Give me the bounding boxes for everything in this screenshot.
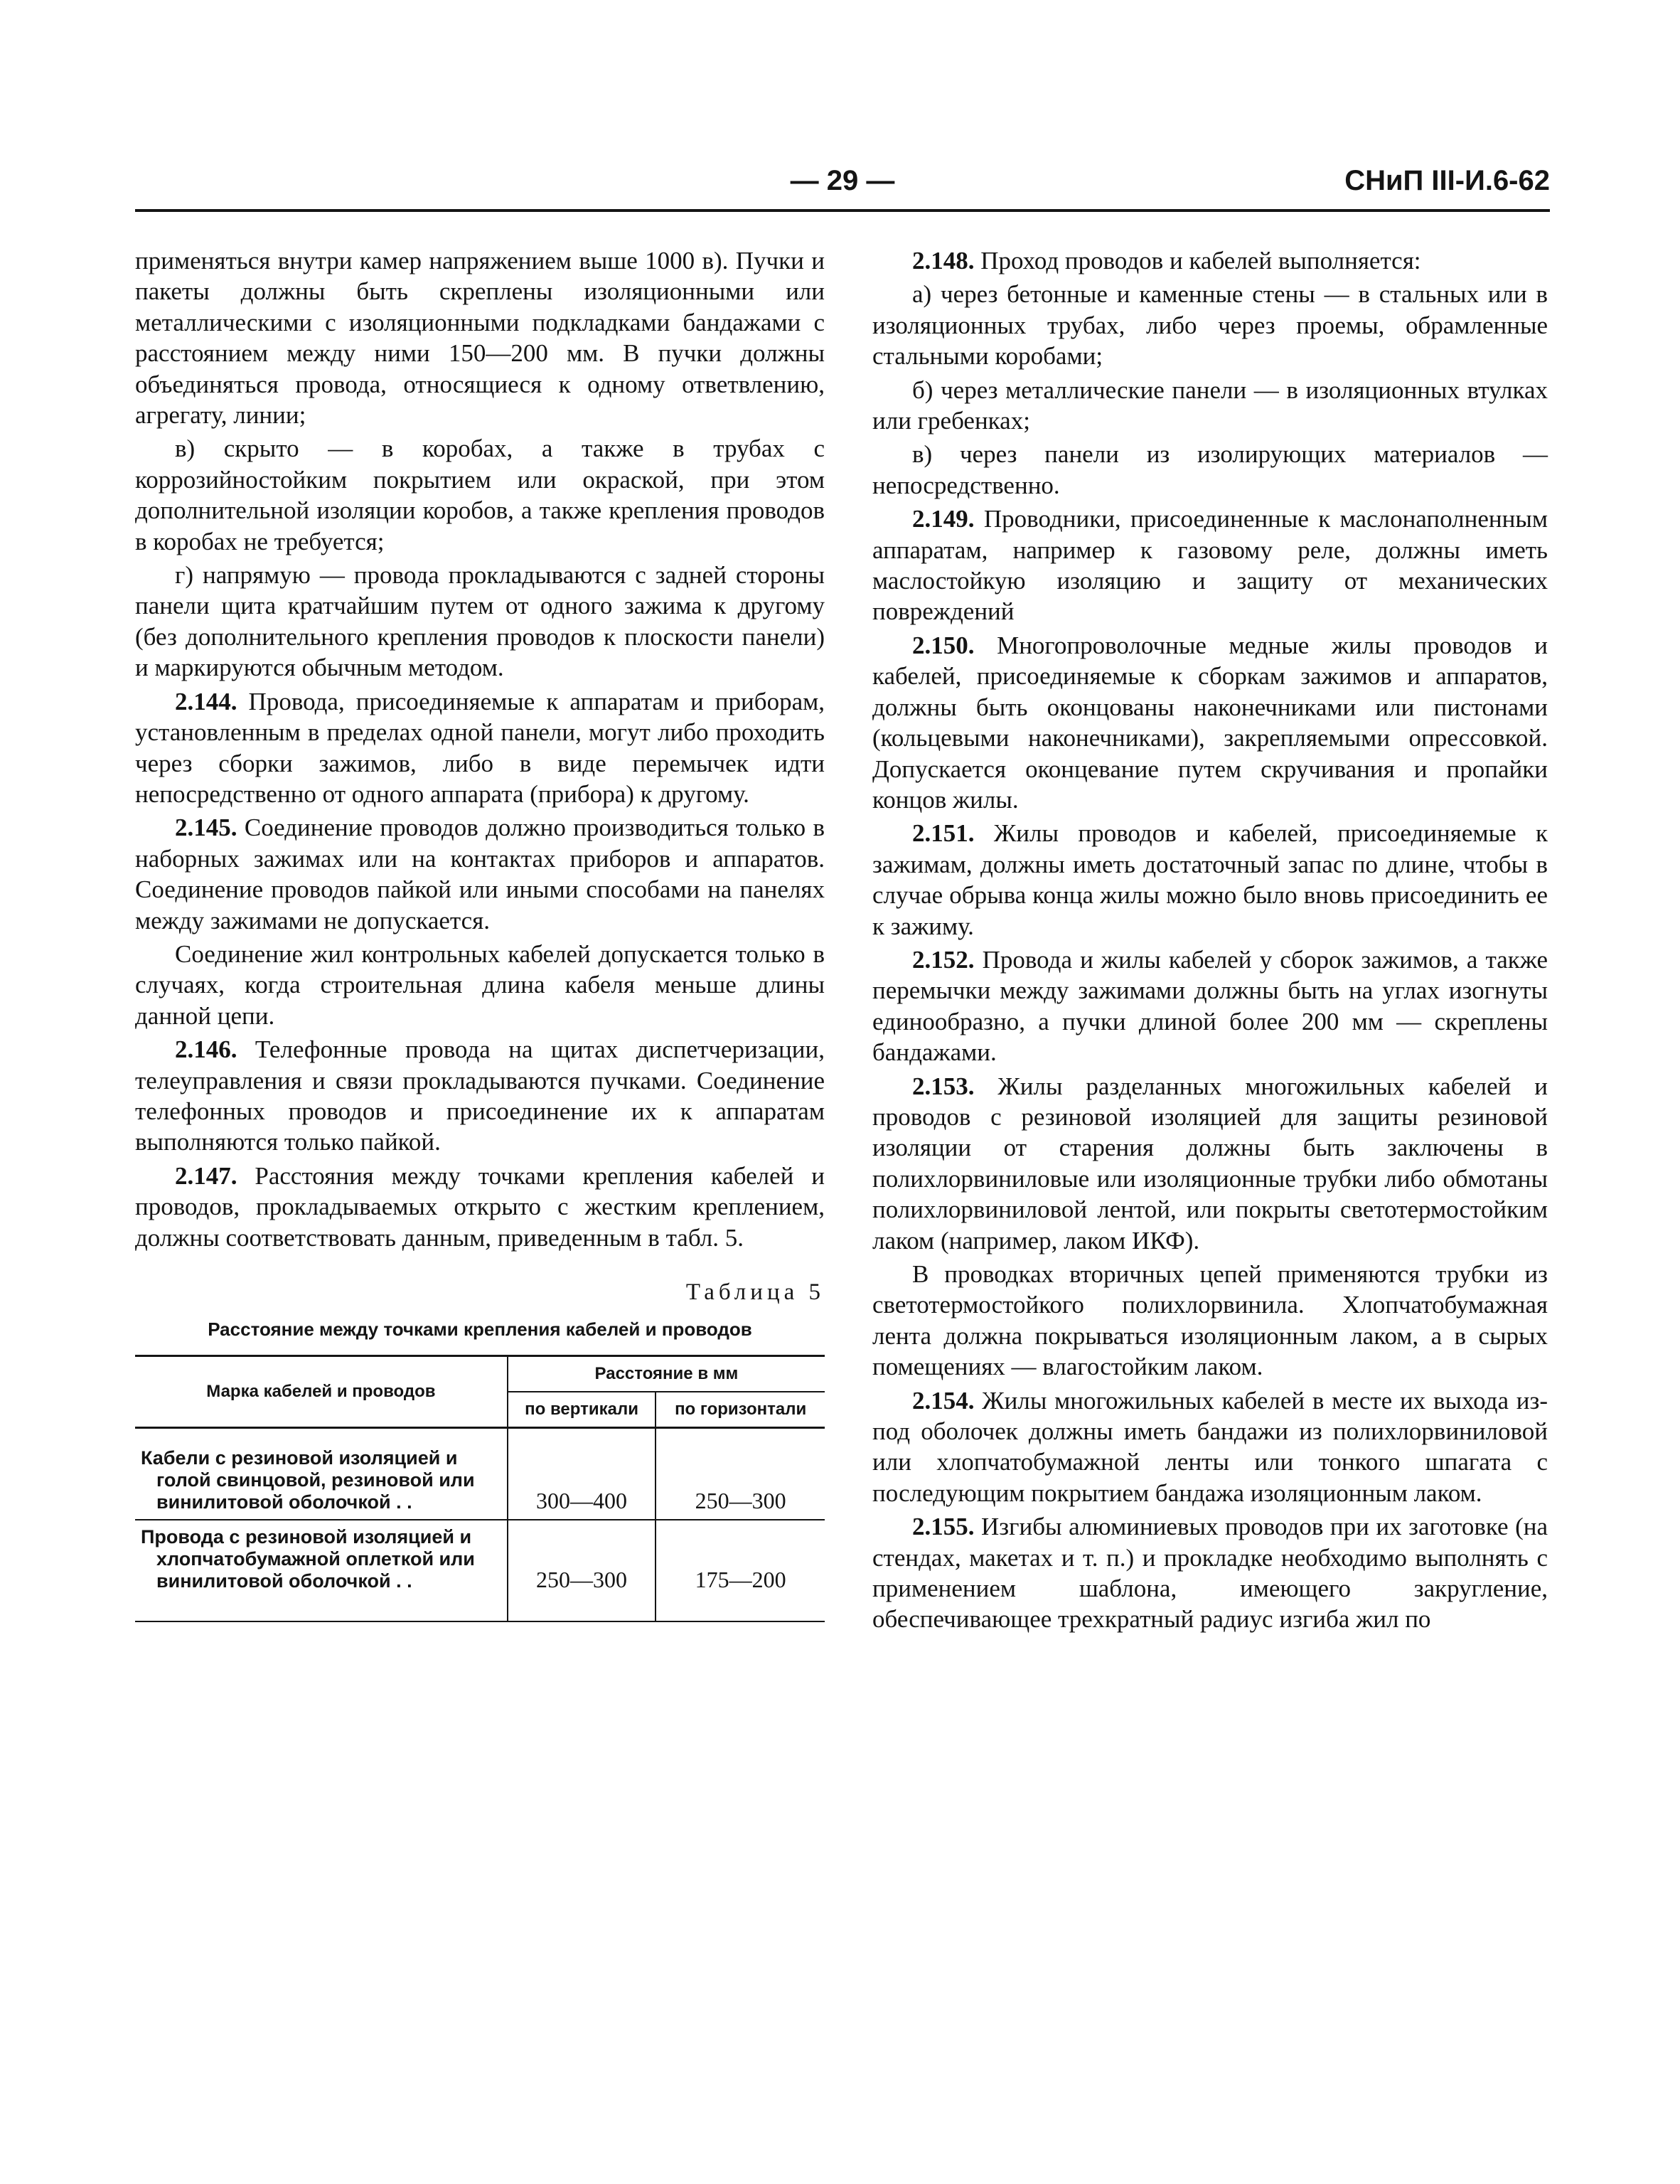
clause-2-153: 2.153. Жилы разделанных многожильных кабелей и проводов с резиновой изоляцией для защиты резиновой изоляции от старения должны быть заключены в полихлорвиниловые или изоляционные трубки либо обмотаны полихлорвиниловой лентой, или покрыты светотермостойким лаком (например, лаком ИКФ). [872,1072,1548,1255]
paragraph: Соединение жил контрольных кабелей допускается только в случаях, когда строительная длина кабеля меньше длины данной цепи. [135,939,825,1030]
clause-number: 2.151. [912,819,975,848]
clause-number: 2.149. [912,505,975,533]
paragraph: б) через металлические панели — в изоляционных втулках или гребенках; [872,375,1548,435]
paragraph: применяться внутри камер напряжением выше 1000 в). Пучки и пакеты должны быть скреплены изоляционными или металлическими с изоляционными подкладками бандажами с расстоянием между ними 150—200 мм. В пучки должны объединяться провода, относящиеся к одному ответвлению, агрегату, линии; [135,247,825,430]
value-vertical: 300—400 [508,1428,656,1520]
clause-number: 2.153. [912,1072,975,1100]
cable-name: Кабели с резиновой изоляцией и голой свинцовой, резиновой или винилитовой оболочкой . . [135,1428,508,1520]
clause-number: 2.154. [912,1386,975,1415]
column-header-vertical: по вертикали [508,1392,656,1428]
clause-2-150: 2.150. Многопроволочные медные жилы проводов и кабелей, присоединяемые к сборкам зажимов и аппаратов, должны быть оконцованы наконечниками или пистонами (кольцевыми наконечниками), закрепляемыми опрессовкой. Допускается оконцевание путем скручивания и пропайки концов жилы. [872,631,1548,814]
paragraph: г) напрямую — провода прокладываются с задней стороны панели щита кратчайшим путем от одного зажима к другому (без дополнительного крепления проводов к плоскости панели) и маркируются обычным методом. [135,561,825,682]
clause-2-148: 2.148. Проход проводов и кабелей выполняется: [912,247,1421,275]
header-rule [135,209,1550,212]
column-header-name: Марка кабелей и проводов [135,1356,508,1428]
clause-number: 2.155. [912,1513,975,1541]
page-header [135,165,1550,208]
document-code: СНиП III-И.6-62 [1344,165,1550,196]
spacing-table [135,1355,825,1622]
clause-number: 2.150. [912,631,975,659]
clause-2-149: 2.149. Проводники, присоединенные к маслонаполненным аппаратам, например к газовому реле, должны иметь маслостойкую изоляцию и защиту от механических повреждений [872,505,1548,626]
clause-number: 2.144. [175,687,237,715]
column-header-group: Расстояние в мм [508,1356,825,1392]
table-title: Расстояние между точками крепления кабелей и проводов [208,1319,752,1341]
paragraph: В проводках вторичных цепей применяются трубки из светотермостойкого полихлорвинила. Хлопчатобумажная лента должна покрываться изоляционным лаком, а в сырых помещениях — влагостойким лаком. [872,1260,1548,1381]
paragraph: в) скрыто — в коробах, а также в трубах с коррозийностойким покрытием или окраской, при этом дополнительной изоляции коробов, а также крепления проводов в коробах не требуется; [135,435,825,555]
table-header-row [135,1356,825,1392]
clause-number: 2.146. [175,1035,237,1064]
clause-2-145: 2.145. Соединение проводов должно производиться только в наборных зажимах или на контактах приборов и аппаратов. Соединение проводов пайкой или иными способами на панелях между зажимами не допускается. [135,814,825,934]
clause-2-152: 2.152. Провода и жилы кабелей у сборок зажимов, а также перемычки между зажимами должны быть на углах изогнуты единообразно, а пучки длиной более 200 мм — скреплены бандажами. [872,945,1548,1067]
clause-2-146: 2.146. Телефонные провода на щитах диспетчеризации, телеуправления и связи прокладываются пучками. Соединение телефонных проводов и присоединение их к аппаратам выполняются только пайкой. [135,1035,825,1156]
clause-number: 2.145. [175,814,237,842]
paragraph: в) через панели из изолирующих материалов — непосредственно. [872,440,1548,499]
clause-2-154: 2.154. Жилы многожильных кабелей в месте их выхода из-под оболочек должны иметь бандажи из полихлорвиниловой или хлопчатобумажной ленты или тонкого шпагата с последующим покрытием бандажа изоляционным лаком. [872,1386,1548,1507]
column-header-horizontal: по горизонтали [656,1392,825,1428]
table-label: Таблица 5 [685,1279,825,1305]
clause-2-147: 2.147. Расстояния между точками крепления кабелей и проводов, прокладываемых открыто с жестким креплением, должны соответствовать данным, приведенным в табл. 5. [135,1161,825,1252]
cable-name: Провода с резиновой изоляцией и хлопчатобумажной оплеткой или винилитовой оболочкой . . [135,1520,508,1621]
clause-2-144: 2.144. Провода, присоединяемые к аппаратам и приборам, установленным в пределах одной панели, могут либо проходить через сборки зажимов, либо в виде перемычек идти непосредственно от одного аппарата (прибора) к другому. [135,687,825,808]
clause-2-151: 2.151. Жилы проводов и кабелей, присоединяемые к зажимам, должны иметь достаточный запас по длине, чтобы в случае обрыва конца жилы можно было вновь присоединить ее к зажиму. [872,819,1548,940]
value-horizontal: 250—300 [656,1428,825,1520]
table-row [135,1428,825,1520]
value-vertical: 250—300 [508,1520,656,1621]
paragraph: а) через бетонные и каменные стены — в стальных или в изоляционных трубах, либо через проемы, обрамленные стальными коробами; [872,280,1548,371]
clause-number: 2.148. [912,247,975,275]
page-number: — 29 — [790,165,895,196]
clause-number: 2.152. [912,945,975,974]
value-horizontal: 175—200 [656,1520,825,1621]
left-column [135,245,825,1622]
right-column [872,245,1548,1638]
clause-2-155: 2.155. Изгибы алюминиевых проводов при их заготовке (на стендах, макетах и т. п.) и прокладке необходимо выполнять с применением шаблона, имеющего закругление, обеспечивающее трехкратный радиус изгиба жил по [872,1513,1548,1634]
table-row [135,1520,825,1621]
clause-number: 2.147. [175,1161,237,1190]
